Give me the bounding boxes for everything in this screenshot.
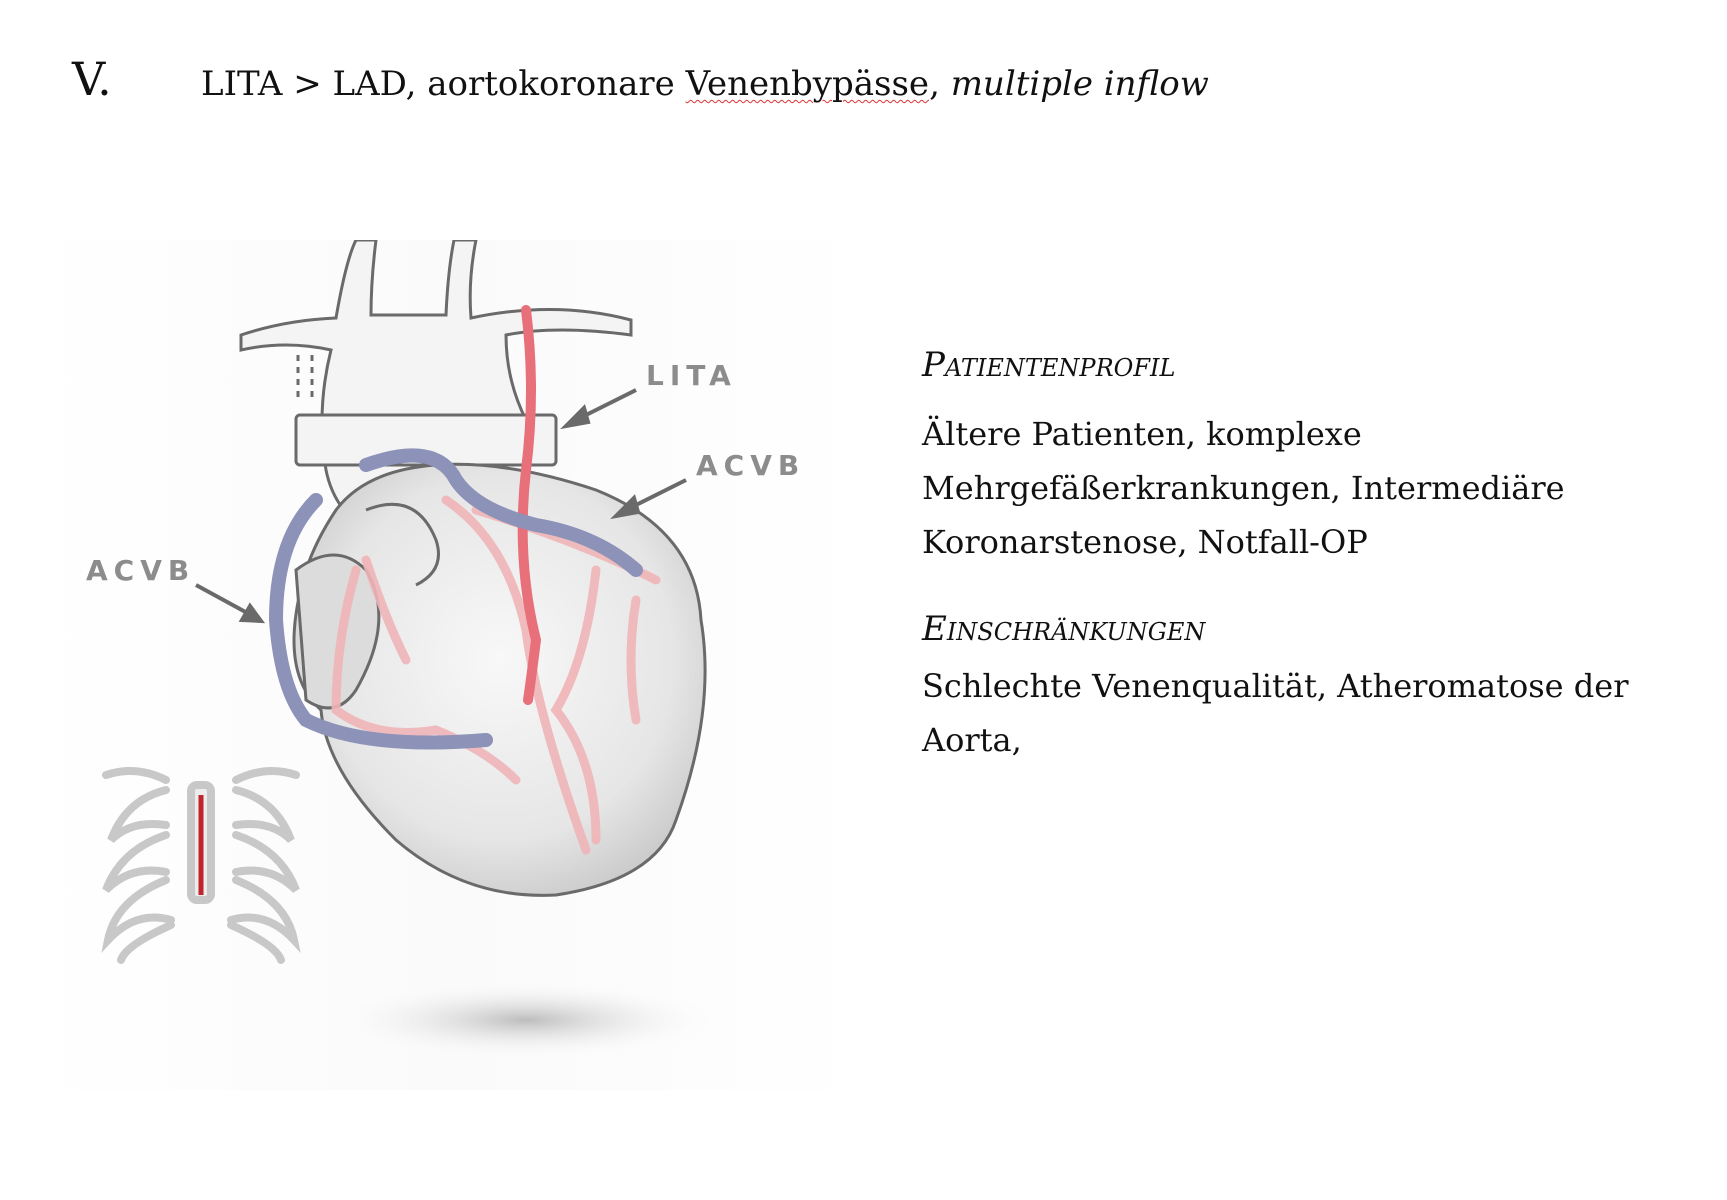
section-number: V. <box>72 52 112 106</box>
patient-profile-body: Ältere Patienten, komplexe Mehrgefäßerkrankungen, Intermediäre Koronarstenose, Notfall-OP <box>922 415 1565 561</box>
heart-shadow <box>326 980 726 1060</box>
title-text: LITA > LAD, aortokoronare <box>201 64 686 104</box>
heart-bypass-illustration <box>36 240 866 1090</box>
lita-label: LITA <box>646 359 737 392</box>
heart-diagram <box>36 240 866 1090</box>
spellcheck-word: Venenbypässe <box>685 64 930 104</box>
acvb-label-right: ACVB <box>696 449 806 482</box>
limitations-body: Schlechte Venenqualität, Atheromatose der Aorta, <box>922 667 1629 759</box>
section-title <box>201 64 1209 104</box>
limitations-title: Einschränkungen <box>922 609 1206 649</box>
acvb-label-left: ACVB <box>86 554 196 587</box>
title-separator: , <box>929 64 951 104</box>
info-panel <box>922 345 1682 791</box>
title-italic: multiple inflow <box>950 64 1209 104</box>
patient-profile-title: Patientenprofil <box>922 345 1176 385</box>
